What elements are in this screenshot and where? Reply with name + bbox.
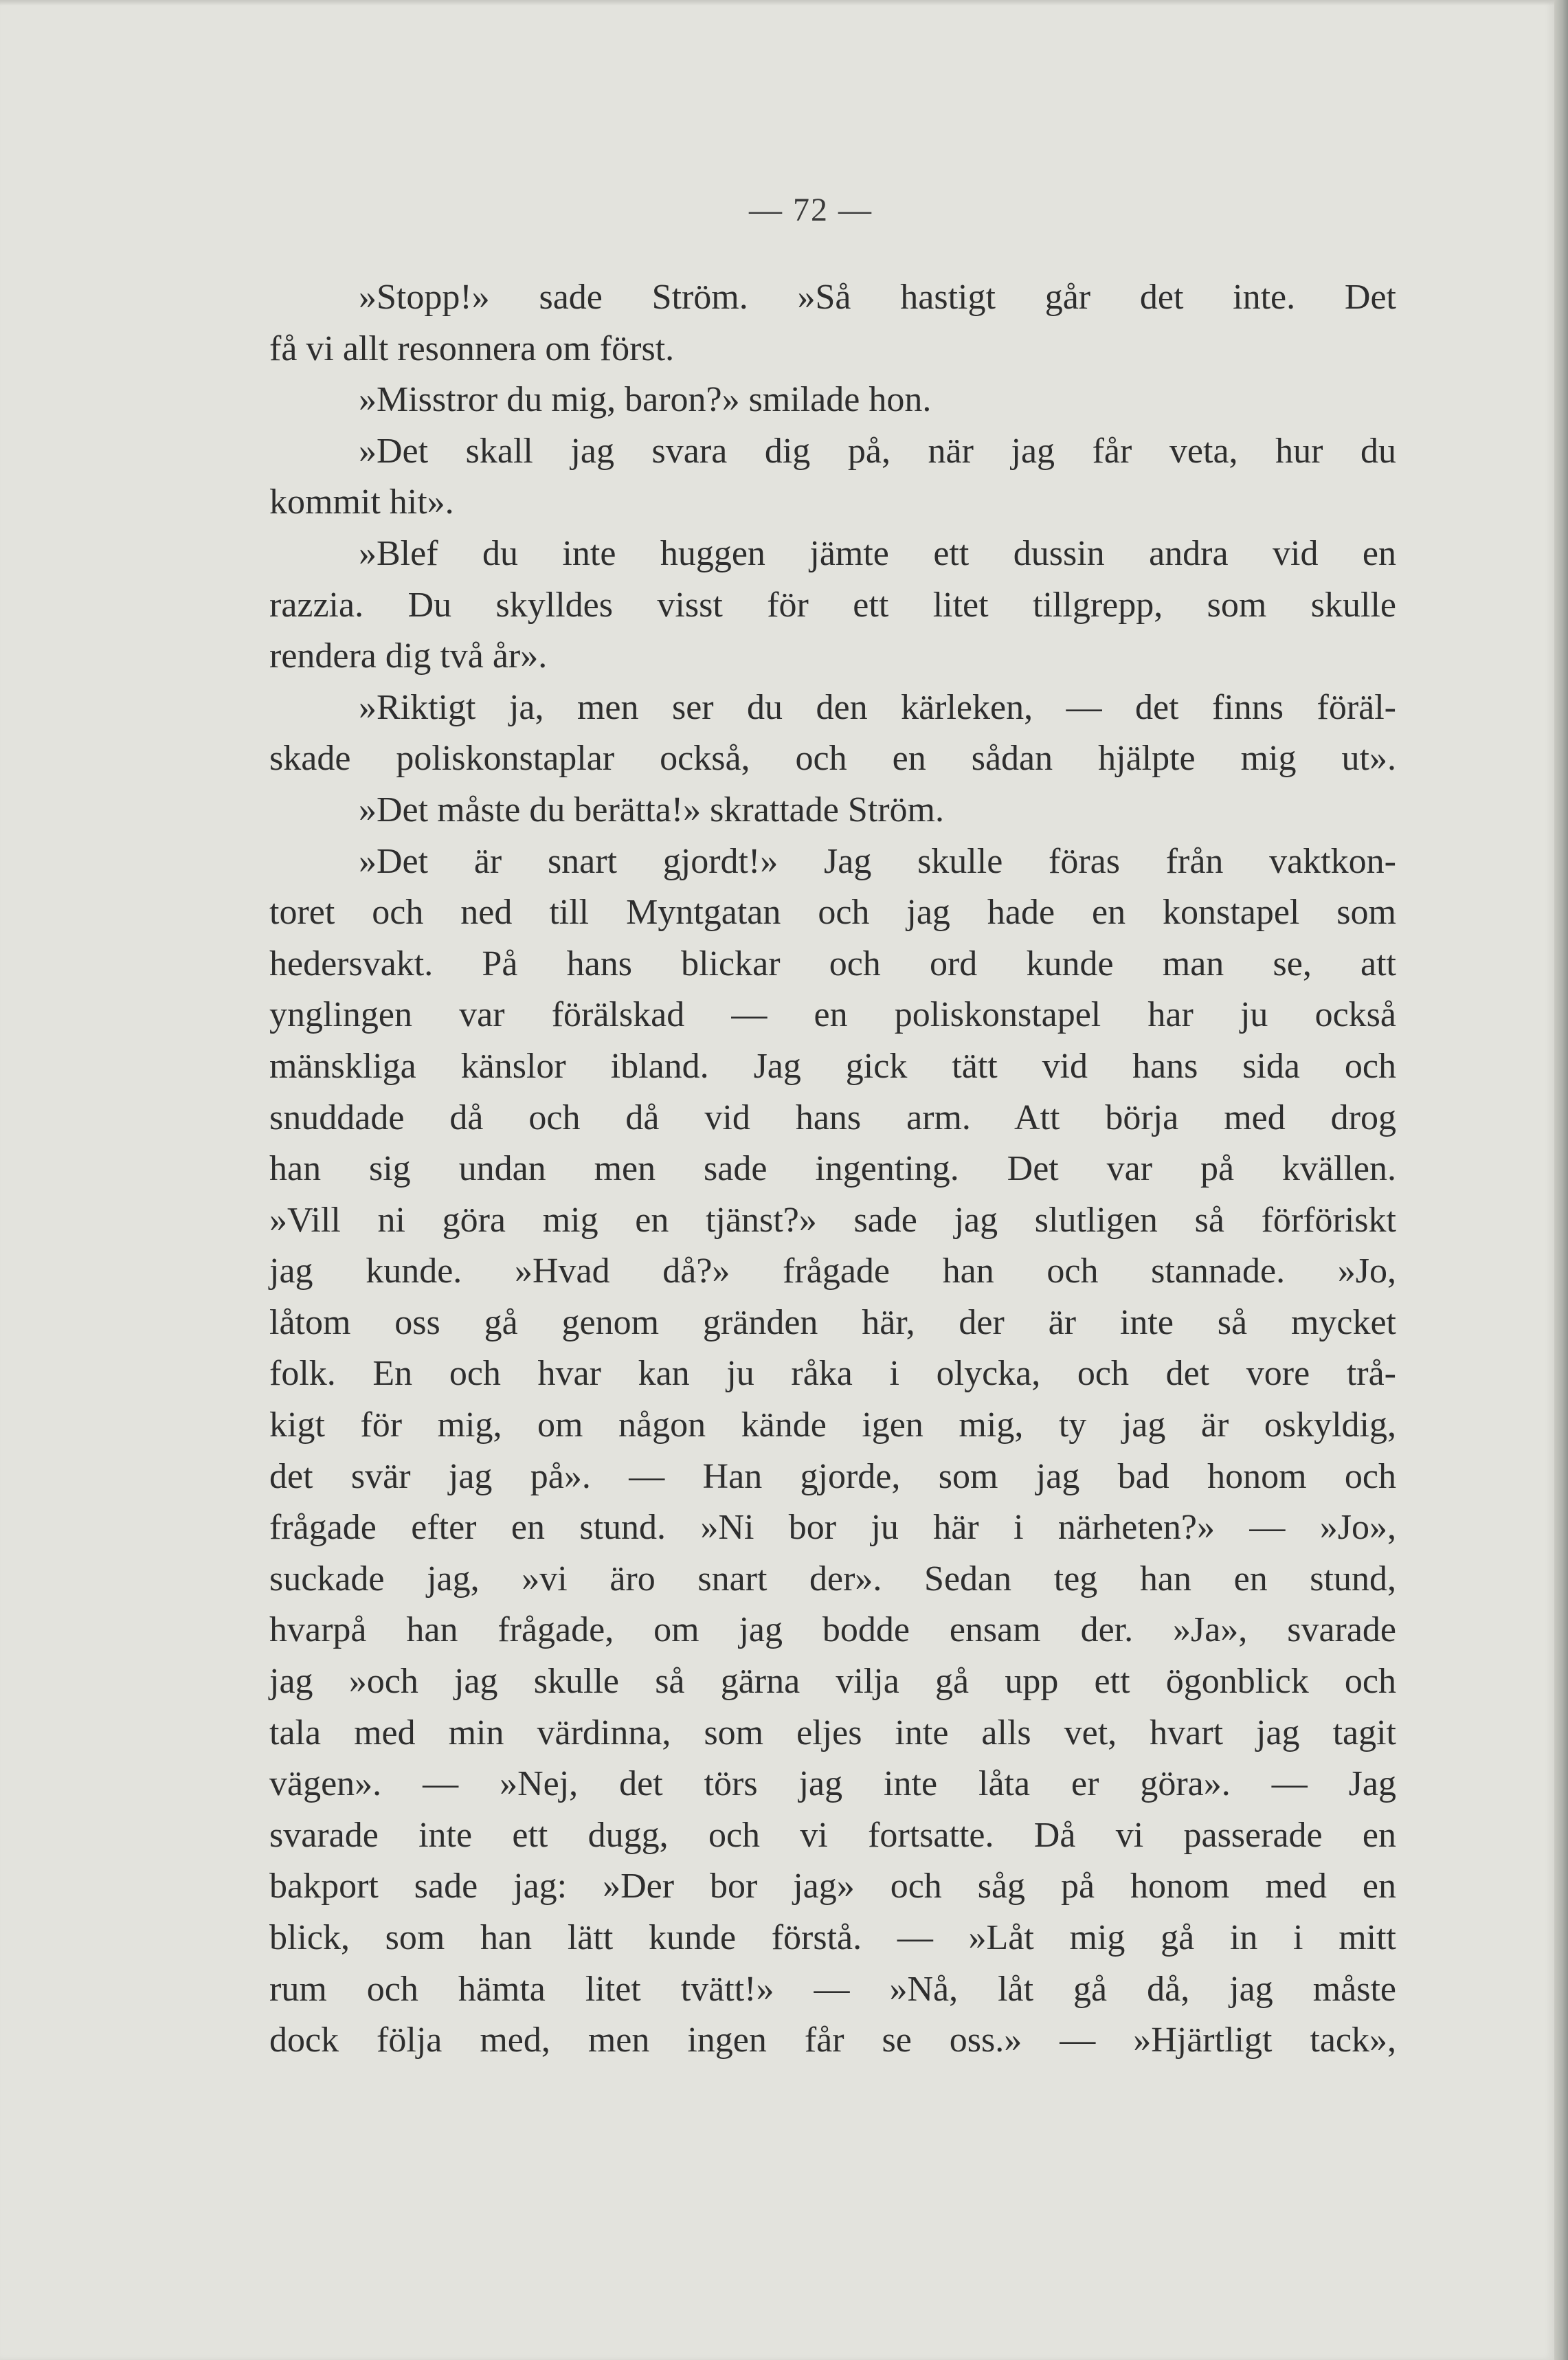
text-line: suckade jag, »vi äro snart der». Sedan teg han en stund, xyxy=(269,1559,1396,1599)
text-line: få vi allt resonnera om först. xyxy=(269,329,675,368)
text-line: blick, som han lätt kunde förstå. — »Låt mig gå in i mitt xyxy=(269,1918,1396,1957)
text-line: snuddade då och då vid hans arm. Att börja med drog xyxy=(269,1098,1396,1137)
text-line: »Blef du inte huggen jämte ett dussin andra vid en xyxy=(359,533,1396,573)
text-line: han sig undan men sade ingenting. Det var på kvällen. xyxy=(269,1149,1396,1189)
text-line: »Det skall jag svara dig på, när jag får veta, hur du xyxy=(359,431,1396,471)
text-line: »Vill ni göra mig en tjänst?» sade jag slutligen så förföriskt xyxy=(269,1200,1396,1240)
text-line: »Det är snart gjordt!» Jag skulle föras från vaktkon- xyxy=(359,841,1396,881)
page-right-edge xyxy=(1554,0,1568,2360)
text-line: jag kunde. »Hvad då?» frågade han och stannade. »Jo, xyxy=(269,1251,1396,1291)
text-line: tala med min värdinna, som eljes inte alls vet, hvart jag tagit xyxy=(269,1713,1396,1752)
text-line: rendera dig två år». xyxy=(269,636,548,676)
text-line: svarade inte ett dugg, och vi fortsatte. Då vi passerade en xyxy=(269,1815,1396,1855)
text-line: skade poliskonstaplar också, och en sådan hjälpte mig ut». xyxy=(269,739,1396,779)
text-line: rum och hämta litet tvätt!» — »Nå, låt gå då, jag måste xyxy=(269,1969,1396,2009)
text-line: det svär jag på». — Han gjorde, som jag bad honom och xyxy=(269,1456,1396,1496)
text-line: ynglingen var förälskad — en poliskonstapel har ju också xyxy=(269,995,1396,1035)
text-line: frågade efter en stund. »Ni bor ju här i närheten?» — »Jo», xyxy=(269,1508,1396,1548)
text-line: jag »och jag skulle så gärna vilja gå upp ett ögonblick och xyxy=(269,1662,1396,1702)
text-line: »Det måste du berätta!» skrattade Ström. xyxy=(359,790,944,830)
page-top-edge xyxy=(0,0,1568,5)
text-line: hedersvakt. På hans blickar och ord kunde man se, att xyxy=(269,944,1396,983)
text-line: kigt för mig, om någon kände igen mig, ty jag är oskyldig, xyxy=(269,1405,1396,1445)
body-text xyxy=(269,272,1396,2067)
text-line: dock följa med, men ingen får se oss.» — »Hjärtligt tack», xyxy=(269,2021,1396,2060)
text-line: »Riktigt ja, men ser du den kärleken, — det finns föräl- xyxy=(359,687,1396,727)
text-line: låtom oss gå genom gränden här, der är inte så mycket xyxy=(269,1302,1396,1342)
text-line: mänskliga känslor ibland. Jag gick tätt vid hans sida och xyxy=(269,1046,1396,1086)
text-line: hvarpå han frågade, om jag bodde ensam der. »Ja», svarade xyxy=(269,1610,1396,1650)
page-number: — 72 — xyxy=(749,192,873,228)
text-line: vägen». — »Nej, det törs jag inte låta er göra». — Jag xyxy=(269,1764,1396,1804)
text-line: »Stopp!» sade Ström. »Så hastigt går det inte. Det xyxy=(359,278,1396,317)
text-line: bakport sade jag: »Der bor jag» och såg på honom med en xyxy=(269,1867,1396,1906)
text-line: razzia. Du skylldes visst för ett litet tillgrepp, som skulle xyxy=(269,585,1396,625)
text-line: »Misstror du mig, baron?» smilade hon. xyxy=(359,380,932,420)
text-line: kommit hit». xyxy=(269,482,454,522)
text-line: folk. En och hvar kan ju råka i olycka, och det vore trå- xyxy=(269,1354,1396,1394)
text-line: toret och ned till Myntgatan och jag hade en konstapel som xyxy=(269,893,1396,933)
